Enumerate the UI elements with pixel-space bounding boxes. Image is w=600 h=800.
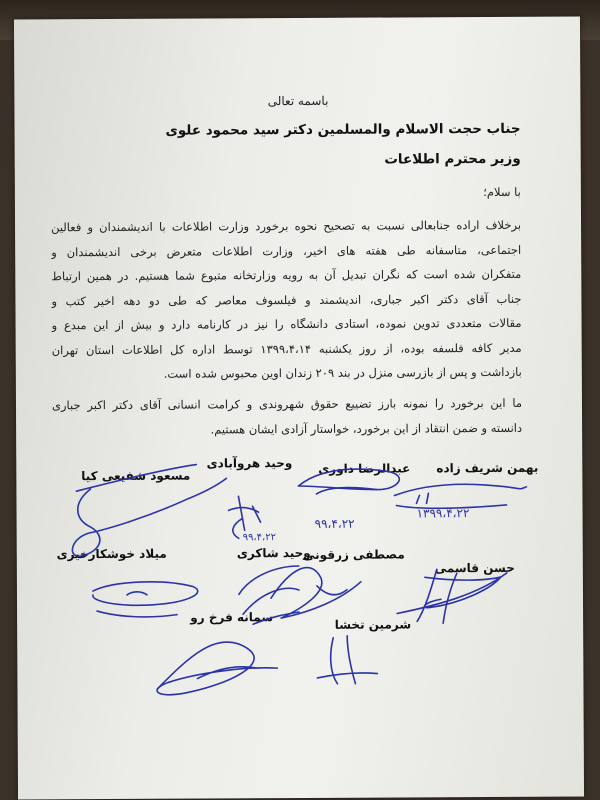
- paragraph-line: بازداشت و پس از بازرسی منزل در بند ۲۰۹ زندان اوین محبوس شده است.: [163, 364, 522, 381]
- recipient-title: وزیر محترم اطلاعات: [384, 150, 521, 168]
- paragraph-line: برخلاف اراده جنابعالی نسبت به تصحیح نحوه برخورد وزارت اطلاعات با اندیشمندان و فعالین: [51, 217, 522, 235]
- paragraph-line: مدیر کافه فلسفه بوده، از روز یکشنبه ۱۳۹۹،۴،۱۴ توسط اداره کل اطلاعات استان تهران: [51, 340, 522, 357]
- signatory-name: وحید هروآبادی: [206, 456, 293, 471]
- greeting: با سلام؛: [483, 184, 521, 200]
- handwritten-date-harvabadi: ۹۹،۴،۲۲: [242, 532, 277, 544]
- paragraph-line: اجتماعی، متاسفانه طی هفته های اخیر، وزارت اطلاعات متعرض برخی اندیشمندان و: [51, 242, 522, 259]
- signatory-name: سمانه فرخ رو: [190, 610, 274, 625]
- signatory-name: مسعود شفیعی کیا: [81, 468, 191, 484]
- paragraph-line: جناب آقای دکتر اکبر جباری، اندیشمند و فیلسوف معاصر که طی دو دهه اخیر کتب و: [51, 291, 522, 308]
- signature-tokhsha: [317, 636, 377, 684]
- signatures-layer: [14, 17, 584, 800]
- signature-khoshkar: [93, 582, 198, 618]
- signature-shafiei-kia: [72, 464, 227, 556]
- salutation-god: باسمه تعالی: [267, 93, 329, 109]
- signature-sharifzadeh: [394, 484, 526, 509]
- signatory-name: بهمن شریف زاده: [436, 460, 539, 476]
- signature-davari: [298, 469, 399, 494]
- signatory-name: میلاد خوشکارخیری: [56, 546, 167, 562]
- signature-qasemi: [397, 569, 507, 624]
- signatory-name: حسن قاسمی: [434, 560, 515, 576]
- paragraph-line: متفکران شده است که نگران تبدیل آن به رویه وزارتخانه متبوع شما هستیم. در همین ارتباط: [51, 266, 522, 284]
- handwritten-date-sharifzadeh: ۱۳۹۹،۴،۲۲: [416, 506, 470, 521]
- signatory-name: عبدالرضا داوری: [318, 461, 411, 476]
- signatory-name: شرمین تخشا: [334, 617, 412, 632]
- letter-paper: [14, 17, 584, 800]
- paragraph-line: دانسته و ضمن انتقاد از این برخورد، خواستار آزادی ایشان هستیم.: [210, 420, 523, 436]
- signatory-name: وحید شاکری: [236, 545, 311, 561]
- signature-zarghouni: [271, 567, 361, 618]
- paragraph-line: مقالات متعددی تدوین نموده، استادی دانشگاه را نیز در کارنامه دارد و بیش از این مبدع و: [51, 315, 522, 333]
- signatory-name: مصطفی زرقونی: [302, 547, 405, 562]
- paragraph-line: ما این برخورد را نمونه بارز تضییع حقوق شهروندی و کرامت انسانی آقای دکتر اکبر جباری: [51, 395, 523, 413]
- recipient-name: جناب حجت الاسلام والمسلمین دکتر سید محمود علوی: [165, 120, 521, 139]
- signature-farrokhrou: [157, 642, 278, 695]
- handwritten-date-davari: ۹۹،۴،۲۲: [314, 516, 355, 531]
